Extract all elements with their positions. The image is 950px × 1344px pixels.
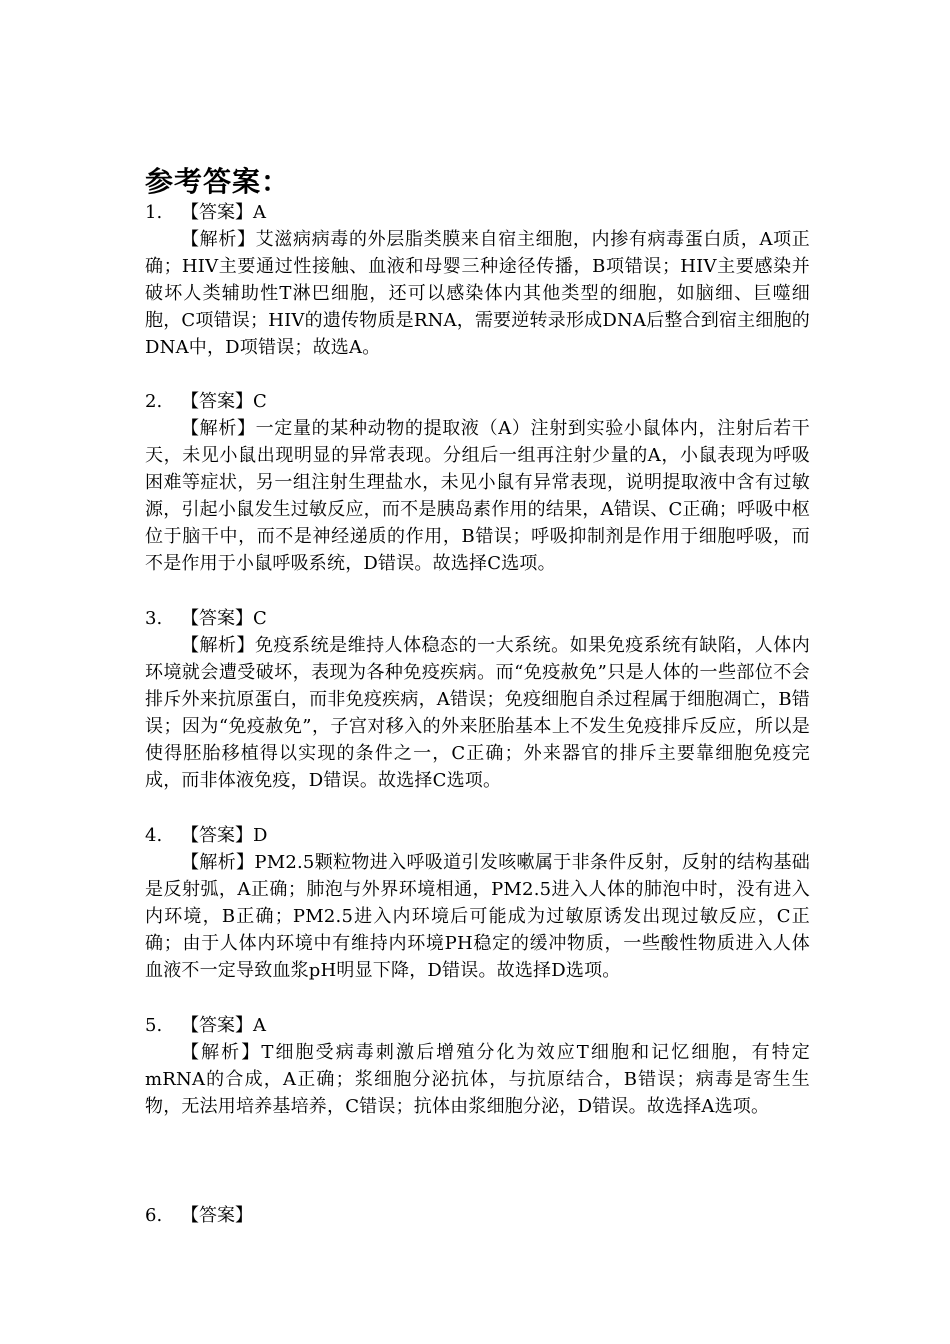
analysis-text: 【解析】一定量的某种动物的提取液（A）注射到实验小鼠体内，注射后若干天，未见小鼠出现明显的异常表现。分组后一组再注射少量的A，小鼠表现为呼吸困难等症状，另一组注射生理盐水，未见小鼠有异常表现，说明提取液中含有过敏源，引起小鼠发生过敏反应，而不是胰岛素作用的结果，A错误、C正确；呼吸中枢位于脑干中，而不是神经递质的作用，B错误；呼吸抑制剂是作用于细胞呼吸，而不是作用于小鼠呼吸系统，D错误。故选择C选项。 xyxy=(145,418,810,574)
question-number: 5. xyxy=(145,1015,163,1036)
answer-label: 【答案】 xyxy=(181,1015,253,1036)
answer-value: C xyxy=(253,391,267,412)
question-number: 3. xyxy=(145,608,163,629)
answer-item-6 xyxy=(145,1202,810,1229)
answer-item-2 xyxy=(145,388,810,577)
question-number: 6. xyxy=(145,1205,163,1226)
analysis-text: 【解析】T细胞受病毒刺激后增殖分化为效应T细胞和记忆细胞，有特定mRNA的合成，A正确；浆细胞分泌抗体，与抗原结合，B错误；病毒是寄生生物，无法用培养基培养，C错误；抗体由浆细胞分泌，D错误。故选择A选项。 xyxy=(145,1042,810,1117)
page-title: 参考答案： xyxy=(145,165,291,198)
answer-item-1 xyxy=(145,199,810,361)
answer-line xyxy=(145,388,810,415)
answer-line xyxy=(145,1202,810,1229)
answer-label: 【答案】 xyxy=(181,608,253,629)
question-number: 2. xyxy=(145,391,163,412)
answer-line xyxy=(145,199,810,226)
answer-value: A xyxy=(253,1015,266,1036)
answer-item-4 xyxy=(145,822,810,984)
answer-label: 【答案】 xyxy=(181,202,253,223)
answer-item-5 xyxy=(145,1012,810,1120)
question-number: 1. xyxy=(145,202,163,223)
answer-line xyxy=(145,605,810,632)
answer-line xyxy=(145,1012,810,1039)
answer-value: C xyxy=(253,608,267,629)
answer-value: D xyxy=(253,825,268,846)
answer-line xyxy=(145,822,810,849)
analysis-text: 【解析】免疫系统是维持人体稳态的一大系统。如果免疫系统有缺陷，人体内环境就会遭受破坏，表现为各种免疫疾病。而“免疫赦免”只是人体的一些部位不会排斥外来抗原蛋白，而非免疫疾病，A错误；免疫细胞自杀过程属于细胞凋亡，B错误；因为“免疫赦免”，子宫对移入的外来胚胎基本上不发生免疫排斥反应，所以是使得胚胎移植得以实现的条件之一，C正确；外来器官的排斥主要靠细胞免疫完成，而非体液免疫，D错误。故选择C选项。 xyxy=(145,635,810,791)
answer-value: A xyxy=(253,202,266,223)
analysis-text: 【解析】PM2.5颗粒物进入呼吸道引发咳嗽属于非条件反射，反射的结构基础是反射弧，A正确；肺泡与外界环境相通，PM2.5进入人体的肺泡中时，没有进入内环境，B正确；PM2.5进入内环境后可能成为过敏原诱发出现过敏反应，C正确；由于人体内环境中有维持内环境PH稳定的缓冲物质，一些酸性物质进入人体血液不一定导致血浆pH明显下降，D错误。故选择D选项。 xyxy=(145,852,810,981)
question-number: 4. xyxy=(145,825,163,846)
answer-item-3 xyxy=(145,605,810,794)
answer-label: 【答案】 xyxy=(181,1205,253,1226)
analysis-text: 【解析】艾滋病病毒的外层脂类膜来自宿主细胞，内掺有病毒蛋白质，A项正确；HIV主要通过性接触、血液和母婴三种途径传播，B项错误；HIV主要感染并破坏人类辅助性T淋巴细胞，还可以感染体内其他类型的细胞，如脑细、巨噬细胞，C项错误；HIV的遗传物质是RNA，需要逆转录形成DNA后整合到宿主细胞的DNA中，D项错误；故选A。 xyxy=(145,229,810,358)
answer-label: 【答案】 xyxy=(181,391,253,412)
answer-label: 【答案】 xyxy=(181,825,253,846)
